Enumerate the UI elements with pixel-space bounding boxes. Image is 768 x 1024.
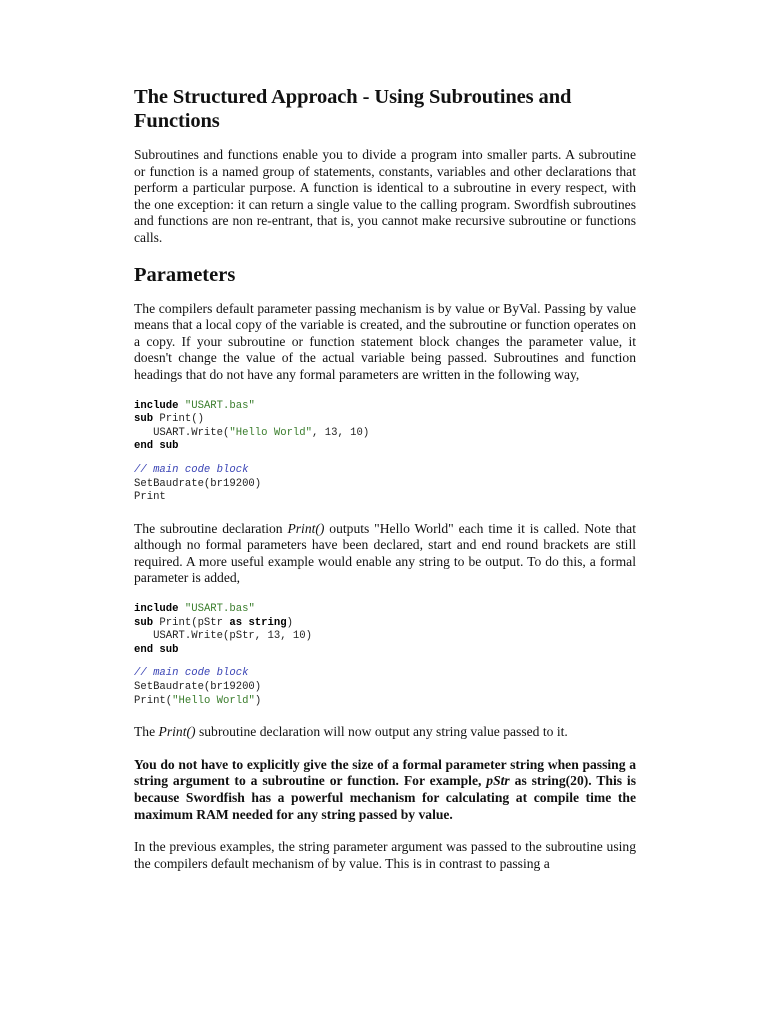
code-string: "Hello World"	[172, 694, 255, 707]
code-text: SetBaudrate(br19200)	[134, 477, 262, 490]
code-block-1	[134, 400, 636, 454]
page-title: The Structured Approach - Using Subroutines and Functions	[134, 86, 572, 132]
by-value-paragraph: In the previous examples, the string parameter argument was passed to the subroutine using the compilers default mechanism of by value. This is in contrast to passing a	[134, 839, 636, 871]
code-string: "Hello World"	[229, 426, 313, 439]
text-run: outputs "Hello World" each time it is called. Note that although no formal parameters have been declared, start and end round brackets are still required. A more useful example would enable any string to be output. To do this, a formal parameter is added,	[134, 520, 636, 586]
code-keyword: end sub	[134, 643, 179, 656]
section-heading-parameters: Parameters	[134, 263, 236, 286]
text-run: subroutine declaration will now output any string value passed to it.	[195, 724, 568, 740]
code-string: "USART.bas"	[184, 603, 255, 616]
code-text: Print(	[134, 694, 173, 707]
code-string: "USART.bas"	[184, 399, 255, 412]
text-run: The	[134, 724, 159, 740]
code-text: Print	[134, 491, 166, 504]
inline-code-print: Print()	[287, 520, 325, 536]
code-comment: // main code block	[134, 667, 249, 680]
code-block-1-main	[134, 464, 636, 505]
inline-code-pstr: pStr	[486, 773, 510, 789]
code-keyword: include	[134, 603, 179, 616]
code-text: USART.Write(	[134, 426, 230, 439]
code-text: , 13, 10)	[312, 426, 370, 439]
code-keyword: as string	[229, 616, 287, 629]
text-run: The subroutine declaration	[134, 520, 288, 536]
code-keyword: end sub	[134, 440, 179, 453]
code-text: )	[286, 616, 293, 629]
code-text: SetBaudrate(br19200)	[134, 681, 262, 694]
code-keyword: sub	[134, 616, 154, 629]
code-text: )	[254, 694, 262, 707]
inline-code-print: Print()	[158, 724, 196, 740]
code-comment: // main code block	[134, 463, 249, 476]
code-text: Print(pStr	[153, 616, 230, 629]
print-explanation-paragraph	[134, 521, 636, 587]
parameters-paragraph: The compilers default parameter passing mechanism is by value or ByVal. Passing by value means that a local copy of the variable is created, and the subroutine or function operates on a copy. If your subroutine or function statement block changes the parameter value, it doesn't change the value of the actual variable being passed. Subroutines and function headings that do not have any formal parameters are written in the following way,	[134, 300, 636, 382]
code-text: USART.Write(pStr, 13, 10)	[134, 630, 313, 643]
print-output-paragraph	[134, 724, 636, 741]
document-content	[134, 85, 636, 872]
code-keyword: include	[134, 399, 179, 412]
code-block-2	[134, 603, 636, 657]
intro-paragraph: Subroutines and functions enable you to divide a program into smaller parts. A subroutine or function is a named group of statements, constants, variables and other declarations that perform a particular purpose. A function is identical to a subroutine in every respect, with the one exception: it can return a single value to the calling program. Swordfish subroutines and functions are non re-entrant, that is, you cannot make recursive subroutine or functions calls.	[134, 147, 636, 245]
string-size-note-paragraph	[134, 757, 636, 823]
code-text: Print()	[153, 413, 204, 426]
code-keyword: sub	[134, 413, 154, 426]
code-block-2-main	[134, 667, 636, 708]
text-run: as string(20). This is because Swordfish has a powerful mechanism for calculating at compile time the maximum RAM needed for any string passed by value.	[134, 773, 636, 822]
text-run: You do not have to explicitly give the size of a formal parameter string when passing a string argument to a subroutine or function. For example,	[134, 756, 636, 789]
